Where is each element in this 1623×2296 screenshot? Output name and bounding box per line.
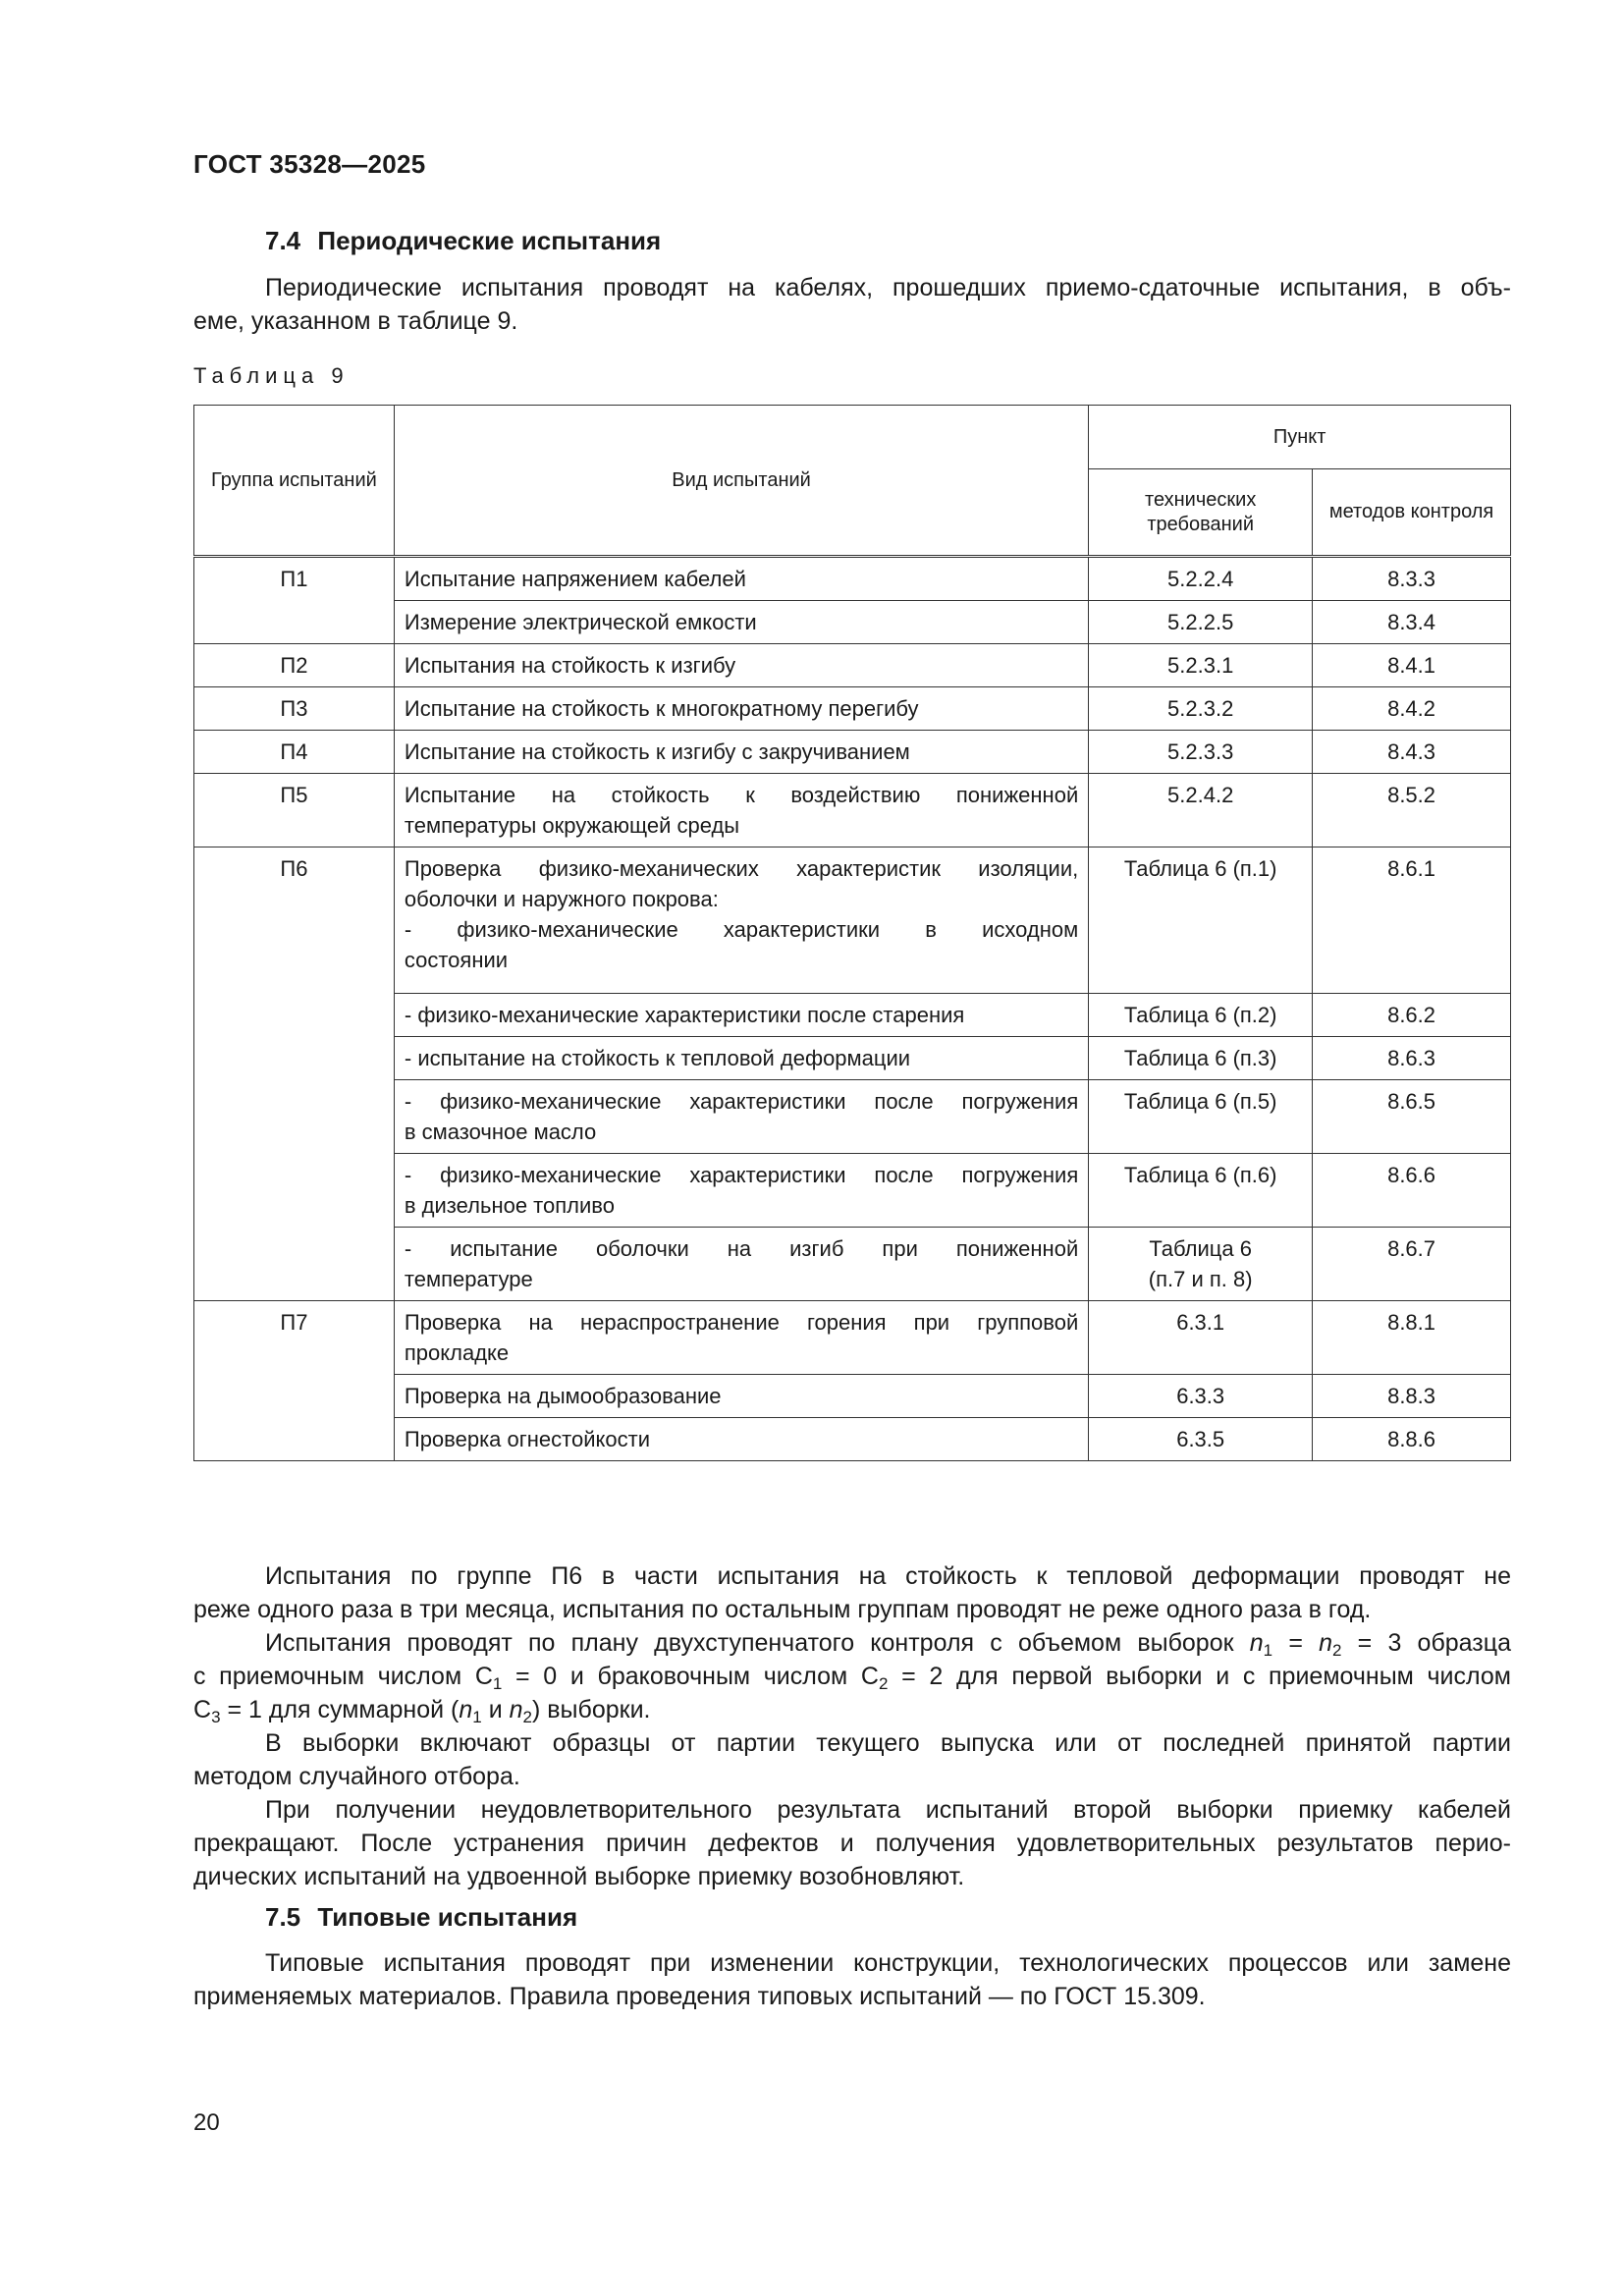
cell-methods: 8.3.3: [1313, 557, 1511, 601]
cell-kind: [394, 847, 1088, 994]
table-row: [194, 847, 1511, 994]
cell-tech: [1089, 1228, 1313, 1301]
table-row: [194, 774, 1511, 847]
cell-group: П6: [194, 847, 395, 1301]
text-run: с приемочным числом С: [193, 1663, 493, 1690]
cell-line: прокладке: [404, 1340, 510, 1365]
table-row: [194, 687, 1511, 731]
cell-tech: 5.2.3.1: [1089, 644, 1313, 687]
cell-line: в смазочное масло: [404, 1120, 597, 1144]
cell-methods: 8.6.3: [1313, 1037, 1511, 1080]
text-run: С: [193, 1696, 212, 1723]
cell-methods: 8.8.6: [1313, 1418, 1511, 1461]
paragraph-p6-frequency: [193, 1559, 1511, 1626]
text-run: = 1 для суммарной (: [220, 1696, 460, 1723]
header-group: Группа испытаний: [194, 406, 395, 557]
cell-kind: [394, 1301, 1088, 1375]
intro-paragraph: [193, 271, 1511, 338]
cell-kind: Проверка огнестойкости: [394, 1418, 1088, 1461]
subscript: 1: [492, 1674, 503, 1693]
cell-tech: Таблица 6 (п.2): [1089, 994, 1313, 1037]
paragraph-failure: [193, 1793, 1511, 1893]
cell-tech: 5.2.3.2: [1089, 687, 1313, 731]
paragraph-sampling-plan: [193, 1626, 1511, 1726]
cell-kind: Испытание на стойкость к изгибу с закручиванием: [394, 731, 1088, 774]
cell-group: П1: [194, 557, 395, 644]
text-line: еме, указанном в таблице 9.: [193, 307, 518, 335]
subscript: 1: [472, 1708, 482, 1726]
cell-kind: Проверка на дымообразование: [394, 1375, 1088, 1418]
cell-methods: 8.4.1: [1313, 644, 1511, 687]
table-row: [194, 731, 1511, 774]
cell-methods: 8.3.4: [1313, 601, 1511, 644]
cell-kind: [394, 1080, 1088, 1154]
section-number: 7.5: [265, 1902, 301, 1932]
cell-line: оболочки и наружного покрова:: [404, 887, 719, 911]
text-line: реже одного раза в три месяца, испытания по остальным группам проводят не реже одного раза в год.: [193, 1596, 1372, 1623]
cell-line: - физико-механические характеристики после погружения: [404, 1163, 1079, 1187]
text-line: применяемых материалов. Правила проведения типовых испытаний — по ГОСТ 15.309.: [193, 1983, 1206, 2010]
section-title: Периодические испытания: [317, 226, 662, 255]
cell-tech: 5.2.2.5: [1089, 601, 1313, 644]
cell-kind: [394, 1154, 1088, 1228]
table-row: [194, 1301, 1511, 1375]
cell-line: температуре: [404, 1267, 533, 1291]
page-number: 20: [193, 2109, 220, 2136]
text-line: прекращают. После устранения причин дефектов и получения удовлетворительных результатов перио-: [193, 1830, 1511, 1857]
text-run: =: [1272, 1629, 1320, 1657]
table-row: [194, 644, 1511, 687]
table-row: [194, 557, 1511, 601]
text-run: Испытания проводят по плану двухступенчатого контроля с объемом выборок: [265, 1629, 1250, 1657]
cell-kind: Испытания на стойкость к изгибу: [394, 644, 1088, 687]
cell-methods: 8.8.3: [1313, 1375, 1511, 1418]
cell-kind: [394, 1228, 1088, 1301]
cell-group: П2: [194, 644, 395, 687]
cell-kind: - испытание на стойкость к тепловой деформации: [394, 1037, 1088, 1080]
cell-tech: 6.3.5: [1089, 1418, 1313, 1461]
subscript: 2: [1332, 1641, 1342, 1660]
section-heading-7-5: [265, 1902, 577, 1933]
cell-tech: 5.2.3.3: [1089, 731, 1313, 774]
cell-tech: 6.3.1: [1089, 1301, 1313, 1375]
cell-methods: 8.6.2: [1313, 994, 1511, 1037]
text-run: ) выборки.: [532, 1696, 651, 1723]
cell-line: состоянии: [404, 948, 509, 972]
section-heading-7-4: [265, 226, 661, 256]
cell-methods: 8.6.7: [1313, 1228, 1511, 1301]
cell-tech: Таблица 6 (п.1): [1089, 847, 1313, 994]
cell-methods: 8.8.1: [1313, 1301, 1511, 1375]
text-run: и: [481, 1696, 510, 1723]
cell-line: температуры окружающей среды: [404, 813, 740, 838]
cell-methods: 8.6.1: [1313, 847, 1511, 994]
subscript: 3: [211, 1708, 221, 1726]
subscript: 1: [1263, 1641, 1273, 1660]
cell-methods: 8.5.2: [1313, 774, 1511, 847]
subscript: 2: [878, 1674, 889, 1693]
cell-methods: 8.4.2: [1313, 687, 1511, 731]
cell-tech: Таблица 6 (п.3): [1089, 1037, 1313, 1080]
symbol-n: n: [509, 1696, 523, 1723]
cell-tech: Таблица 6 (п.5): [1089, 1080, 1313, 1154]
cell-kind: Испытание на стойкость к многократному перегибу: [394, 687, 1088, 731]
text-line: Периодические испытания проводят на кабелях, прошедших приемо-сдаточные испытания, в объ-: [265, 274, 1511, 301]
cell-group: П7: [194, 1301, 395, 1461]
subscript: 2: [522, 1708, 532, 1726]
cell-kind: Измерение электрической емкости: [394, 601, 1088, 644]
cell-line: - испытание оболочки на изгиб при пониженной: [404, 1236, 1079, 1261]
cell-methods: 8.6.6: [1313, 1154, 1511, 1228]
symbol-n: n: [1249, 1629, 1264, 1657]
cell-kind: - физико-механические характеристики после старения: [394, 994, 1088, 1037]
document-id: ГОСТ 35328—2025: [193, 149, 426, 179]
text-line: Типовые испытания проводят при изменении конструкции, технологических процессов или замене: [265, 1949, 1511, 1977]
cell-group: П5: [194, 774, 395, 847]
text-line: методом случайного отбора.: [193, 1763, 520, 1790]
text-line: дических испытаний на удвоенной выборке приемку возобновляют.: [193, 1863, 965, 1890]
header-kind: Вид испытаний: [394, 406, 1088, 557]
cell-methods: 8.4.3: [1313, 731, 1511, 774]
cell-tech: 6.3.3: [1089, 1375, 1313, 1418]
text-line: [193, 1626, 1511, 1660]
section-title: Типовые испытания: [317, 1902, 578, 1932]
text-line: В выборки включают образцы от партии текущего выпуска или от последней принятой партии: [265, 1729, 1511, 1757]
cell-line: в дизельное топливо: [404, 1193, 615, 1218]
paragraph-type-tests: [193, 1946, 1511, 2013]
table-caption: Таблица 9: [193, 363, 350, 388]
text-run: = 2 для первой выборки и с приемочным числом: [888, 1663, 1511, 1690]
cell-tech: 5.2.4.2: [1089, 774, 1313, 847]
text-line: Испытания по группе П6 в части испытания на стойкость к тепловой деформации проводят не: [265, 1562, 1511, 1590]
cell-tech: Таблица 6 (п.6): [1089, 1154, 1313, 1228]
header-methods: методов контроля: [1313, 469, 1511, 557]
cell-group: П4: [194, 731, 395, 774]
text-line: [193, 1693, 1511, 1726]
cell-line: - физико-механические характеристики после погружения: [404, 1089, 1079, 1114]
cell-line: Таблица 6: [1149, 1236, 1252, 1261]
cell-line: Испытание на стойкость к воздействию пониженной: [404, 783, 1079, 807]
symbol-n: n: [1319, 1629, 1333, 1657]
section-number: 7.4: [265, 226, 301, 255]
cell-line: (п.7 и п. 8): [1148, 1267, 1253, 1291]
cell-line: Проверка на нераспространение горения при групповой: [404, 1310, 1079, 1335]
cell-kind: [394, 774, 1088, 847]
header-tech: технических требований: [1089, 469, 1313, 557]
symbol-n: n: [459, 1696, 473, 1723]
tests-table: [193, 405, 1511, 1461]
cell-tech: 5.2.2.4: [1089, 557, 1313, 601]
text-line: При получении неудовлетворительного результата испытаний второй выборки приемку кабелей: [265, 1796, 1511, 1824]
paragraph-samples: [193, 1726, 1511, 1793]
cell-group: П3: [194, 687, 395, 731]
cell-line: Проверка физико-механических характеристик изоляции,: [404, 856, 1079, 881]
table-header-row: [194, 406, 1511, 469]
text-run: = 3 образца: [1341, 1629, 1511, 1657]
text-run: = 0 и браковочным числом С: [502, 1663, 879, 1690]
cell-methods: 8.6.5: [1313, 1080, 1511, 1154]
text-line: [193, 1660, 1511, 1693]
cell-line: - физико-механические характеристики в исходном: [404, 917, 1079, 942]
cell-kind: Испытание напряжением кабелей: [394, 557, 1088, 601]
header-clause: Пункт: [1089, 406, 1511, 469]
